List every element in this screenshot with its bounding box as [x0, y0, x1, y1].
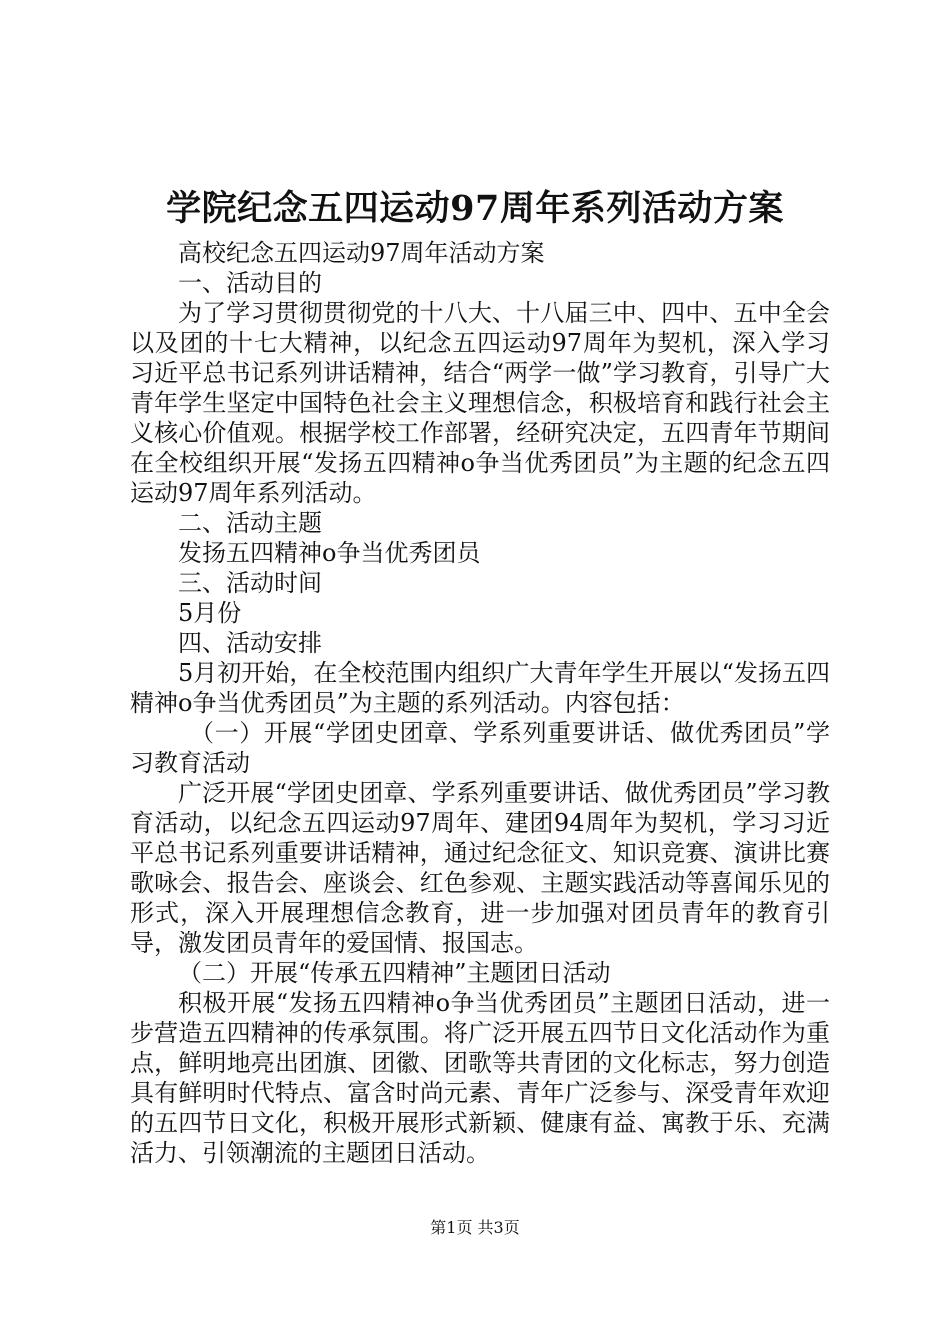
subtitle: 高校纪念五四运动97周年活动方案	[178, 239, 545, 267]
subsection-heading-1: （一）开展“学团史团章、学系列重要讲话、做优秀团员”学习教育活动	[130, 719, 830, 777]
page-footer: 第1页 共3页	[430, 1218, 520, 1237]
paragraph-subsection-2: 积极开展“发扬五四精神o争当优秀团员”主题团日活动，进一步营造五四精神的传承氛围。将广泛开展五四节日文化活动作为重点，鲜明地亮出团旗、团徽、团歌等共青团的文化标志，努力创造具有鲜明时代特点、富含时尚元素、青年广泛参与、深受青年欢迎的五四节日文化，积极开展形式新颖、健康有益、寓教于乐、充满活力、引领潮流的主题团日活动。	[130, 989, 830, 1167]
paragraph-time: 5月份	[178, 599, 242, 627]
paragraph-theme: 发扬五四精神o争当优秀团员	[178, 539, 481, 567]
paragraph-arrangement: 5月初开始，在全校范围内组织广大青年学生开展以“发扬五四精神o争当优秀团员”为主题的系列活动。内容包括：	[130, 659, 830, 717]
paragraph-subsection-1: 广泛开展“学团史团章、学系列重要讲话、做优秀团员”学习教育活动，以纪念五四运动97周年、建团94周年为契机，学习习近平总书记系列重要讲话精神，通过纪念征文、知识竞赛、演讲比赛歌咏会、报告会、座谈会、红色参观、主题实践活动等喜闻乐见的形式，深入开展理想信念教育，进一步加强对团员青年的教育引导，激发团员青年的爱国情、报国志。	[130, 779, 830, 957]
section-heading-theme: 二、活动主题	[178, 509, 322, 537]
document-body	[130, 238, 830, 1168]
section-heading-arrangement: 四、活动安排	[178, 629, 322, 657]
section-heading-time: 三、活动时间	[178, 569, 322, 597]
paragraph-purpose: 为了学习贯彻贯彻党的十八大、十八届三中、四中、五中全会以及团的十七大精神，以纪念五四运动97周年为契机，深入学习习近平总书记系列讲话精神，结合“两学一做”学习教育，引导广大青年学生坚定中国特色社会主义理想信念，积极培育和践行社会主义核心价值观。根据学校工作部署，经研究决定，五四青年节期间在全校组织开展“发扬五四精神o争当优秀团员”为主题的纪念五四运动97周年系列活动。	[130, 299, 830, 507]
section-heading-purpose: 一、活动目的	[178, 269, 322, 297]
subsection-heading-2: （二）开展“传承五四精神”主题团日活动	[178, 959, 611, 987]
document-title: 学院纪念五四运动97周年系列活动方案	[166, 188, 784, 229]
